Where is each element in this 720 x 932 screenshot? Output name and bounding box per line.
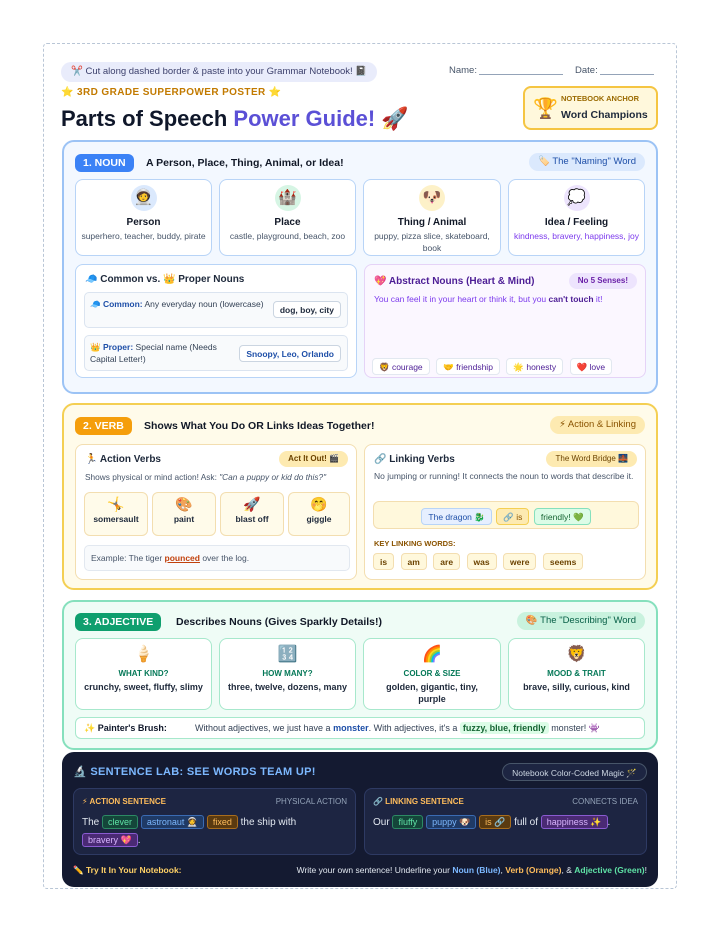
noun-card-desc: superhero, teacher, buddy, pirate [81,231,206,241]
try-it-instructions [297,865,647,875]
giggle-face-icon: 🤭 [310,496,328,512]
adjective-card-title: WHAT KIND? [118,669,169,678]
action-word: giggle [306,514,332,524]
noun-card-title: Thing / Animal [397,217,467,228]
linking-word-chip: is [373,553,394,570]
page-title [61,106,409,132]
date-label: Date: [575,65,598,76]
abstract-desc-emphasis: can't touch [548,294,594,304]
proper-row [84,335,348,371]
rainbow-icon: 🌈 [422,646,442,663]
adjective-card-desc: crunchy, sweet, fluffy, slimy [84,682,203,692]
action-sentence-type: PHYSICAL ACTION [275,797,347,806]
abstract-desc-a: You can feel it in your heart or think it, but you [374,294,549,304]
date-line[interactable] [600,74,654,75]
noun-card-title: Place [274,217,301,228]
title-main: Parts of Speech [61,106,234,131]
adjective-card-desc: three, twelve, dozens, many [227,682,348,692]
action-word: somersault [93,514,139,524]
trophy-icon: 🏆 [533,98,558,120]
linking-word-chip: are [433,553,460,570]
common-label: 🧢 Common: [90,299,143,309]
brush-e: monster! 👾 [548,723,600,733]
ice-cream-icon: 🍦 [133,646,154,663]
sentence-word: full of [514,817,538,828]
action-word-card [152,492,216,536]
common-proper-box [75,264,357,378]
act-it-out-badge: Act It Out! 🎬 [279,451,348,467]
linking-word-chip: was [467,553,497,570]
action-word-card [220,492,284,536]
verb-word: fixed [207,815,238,829]
action-word: blast off [235,514,269,524]
action-example [84,545,350,571]
painters-brush-text [195,718,600,738]
numbers-icon: 🔢 [277,646,298,663]
top-bar [61,62,659,82]
linking-sentence-card [364,788,647,855]
proper-desc: Special name (Needs Capital Letter!) [90,342,217,364]
abstract-desc [374,293,636,305]
example-c: over the log. [199,553,250,563]
noun-card-idea [508,179,645,256]
action-verbs-title: 🏃 Action Verbs [85,454,161,465]
lion-icon: 🦁 [566,646,587,663]
verb-heading: Shows What You Do OR Links Ideas Together! [144,420,375,432]
abstract-nouns-box [364,264,646,378]
notebook-anchor-badge [523,86,658,130]
linking-sentence-label: 🔗 LINKING SENTENCE [373,797,464,806]
action-desc-a: Shows physical or mind action! Ask: [85,472,220,482]
action-desc [85,471,349,483]
brush-monster: monster [333,723,369,733]
abstract-chip: 🤝 friendship [436,358,500,375]
linking-sentence [373,814,641,832]
action-word-card [288,492,350,536]
adjective-word: fluffy [392,815,423,829]
noun-card-title: Idea / Feeling [544,217,609,228]
try-b: , [500,865,506,875]
noun-card-person [75,179,212,256]
dog-icon: 🐶 [419,185,445,211]
word-bridge-badge: The Word Bridge 🌉 [546,451,637,467]
sentence-word: Our [373,817,390,828]
abstract-desc-c: it! [593,294,603,304]
poster-eyebrow: ⭐ 3RD GRADE SUPERPOWER POSTER ⭐ [61,87,282,98]
common-proper-title: 🧢 Common vs. 👑 Proper Nouns [85,274,245,285]
sentence-lab-title: 🔬 SENTENCE LAB: SEE WORDS TEAM UP! [73,766,316,778]
noun-card-title: Person [126,217,161,228]
adjective-card-many [219,638,356,710]
common-row [84,292,348,328]
sentence-lab [62,752,658,887]
try-it-label: ✏️ Try It In Your Notebook: [73,865,182,875]
linking-verbs-box [364,444,646,580]
sentence-period: . [137,835,141,846]
adjective-card-mood [508,638,645,710]
adjective-card-title: HOW MANY? [262,669,313,678]
name-label: Name: [449,65,477,76]
noun-section [62,140,658,394]
astronaut-icon: 🧑‍🚀 [131,185,157,211]
noun-word: puppy 🐶 [426,815,476,829]
sentence-word: the ship with [240,817,297,828]
verb-badge: 2. VERB [75,417,132,435]
proper-example: Snoopy, Leo, Orlando [239,345,341,362]
example-a: Example: The tiger [91,553,165,563]
anchor-title: Word Champions [561,109,648,121]
try-c: , & [561,865,575,875]
adjective-heading: Describes Nouns (Gives Sparkly Details!) [176,616,382,628]
verb-section [62,403,658,590]
adjective-card-title: MOOD & TRAIT [547,669,606,678]
rocket-icon: 🚀 [243,496,261,512]
adjective-card-desc: brave, silly, curious, kind [523,682,630,692]
try-verb: Verb (Orange) [505,865,562,875]
linking-adjective: friendly! 💚 [534,508,591,525]
common-example: dog, boy, city [273,301,341,318]
common-text [90,298,275,310]
key-linking-words [373,552,583,570]
noun-badge: 1. NOUN [75,154,134,172]
verb-tag: ⚡ Action & Linking [550,416,645,434]
action-sentence-label: ⚡ ACTION SENTENCE [82,797,166,806]
noun-word: astronaut 👩‍🚀 [141,815,204,829]
cut-instruction: ✂️ Cut along dashed border & paste into your Grammar Notebook! 📓 [61,62,377,82]
noun-card-thing [363,179,501,256]
key-linking-label: KEY LINKING WORDS: [374,539,456,548]
abstract-noun-word: happiness ✨ [541,815,608,829]
example-verb: pounced [164,553,200,563]
abstract-title: 💖 Abstract Nouns (Heart & Mind) [374,276,535,287]
linking-word-chip: seems [543,553,583,570]
abstract-badge: No 5 Senses! [569,273,637,289]
linking-word-chip: am [401,553,427,570]
noun-card-desc: kindness, bravery, happiness, joy [513,231,640,241]
brush-adjectives: fuzzy, blue, friendly [460,722,549,734]
date-field[interactable] [575,65,654,76]
name-field[interactable] [449,65,563,76]
adjective-card-kind [75,638,212,710]
name-line[interactable] [479,74,563,75]
linking-word-chip: were [503,553,536,570]
anchor-label: NOTEBOOK ANCHOR [561,94,640,103]
noun-card-desc: castle, playground, beach, zoo [229,231,346,241]
try-a: Write your own sentence! Underline your [296,865,453,875]
adjective-tag: 🎨 The "Describing" Word [517,612,645,630]
linking-verb: 🔗 is [496,508,529,525]
palette-icon: 🎨 [175,496,193,512]
noun-tag: 🏷️ The "Naming" Word [529,153,645,171]
adjective-card-desc: golden, gigantic, tiny, purple [386,682,478,704]
castle-icon: 🏰 [275,185,301,211]
abstract-noun-word: bravery 💖 [82,833,138,847]
action-verbs-box [75,444,357,580]
try-d: ! [644,865,647,875]
noun-card-place [219,179,356,256]
adjective-card-title: COLOR & SIZE [403,669,461,678]
common-desc: Any everyday noun (lowercase) [142,299,264,309]
brush-c: . With adjectives, it's a [368,723,460,733]
sentence-word: The [82,817,100,828]
rocket-icon: 🚀 [381,106,409,131]
linking-example [373,501,639,529]
verb-word: is 🔗 [479,815,511,829]
action-word-card [84,492,148,536]
action-sentence [82,814,350,850]
abstract-chip: 🌟 honesty [506,358,563,375]
linking-desc: No jumping or running! It connects the noun to words that describe it. [374,471,634,481]
action-word: paint [173,514,195,524]
sentence-period: . [607,817,611,828]
thought-bubble-icon: 💭 [564,185,590,211]
color-coded-tag: Notebook Color-Coded Magic 🪄 [502,763,647,781]
cartwheel-icon: 🤸 [107,496,125,512]
painters-brush-label: ✨ Painter's Brush: [84,723,167,733]
abstract-chip: 🦁 courage [372,358,430,375]
proper-label: 👑 Proper: [90,342,134,352]
adjective-section [62,600,658,750]
adjective-word: clever [102,815,138,829]
painters-brush-row [75,717,645,739]
noun-heading: A Person, Place, Thing, Animal, or Idea! [146,157,344,169]
try-noun: Noun (Blue) [452,865,501,875]
brush-a: Without adjectives, we just have a [195,723,334,733]
abstract-chip-row [372,357,612,375]
linking-verbs-title: 🔗 Linking Verbs [374,454,455,465]
title-accent: Power Guide! [233,106,376,131]
noun-card-desc: puppy, pizza slice, skateboard, book [374,231,490,253]
abstract-chip: ❤️ love [570,358,613,375]
linking-sentence-type: CONNECTS IDEA [572,797,638,806]
action-sentence-card [73,788,356,855]
adjective-badge: 3. ADJECTIVE [75,613,161,631]
proper-text [90,341,240,365]
linking-subject: The dragon 🐉 [421,508,491,525]
try-adjective: Adjective (Green) [574,865,645,875]
adjective-card-color [363,638,501,710]
action-desc-question: "Can a puppy or kid do this?" [219,472,327,482]
